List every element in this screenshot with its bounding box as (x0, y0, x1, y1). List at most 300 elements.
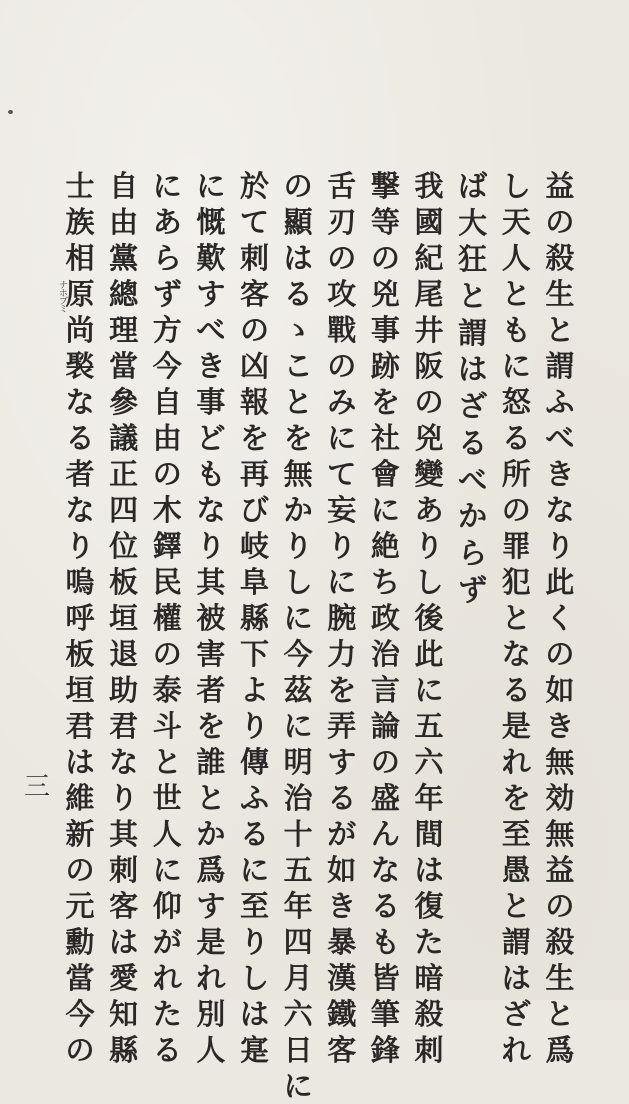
glyph: は (414, 853, 444, 887)
glyph: な (196, 493, 226, 527)
glyph: 變 (414, 457, 444, 491)
glyph: 弄 (327, 709, 357, 743)
glyph: す (327, 745, 357, 779)
glyph: 攻 (327, 277, 357, 311)
glyph: 助 (109, 673, 139, 707)
glyph: を (327, 673, 357, 707)
paper-speck (8, 110, 13, 114)
glyph: し (414, 565, 444, 599)
glyph: り (109, 781, 139, 815)
glyph: か (196, 817, 226, 851)
glyph: 腕 (327, 601, 357, 635)
glyph: る (501, 673, 531, 707)
glyph: ふ (545, 385, 575, 419)
glyph: す (196, 277, 226, 311)
glyph: 皆 (370, 961, 400, 995)
glyph: 今 (152, 349, 182, 383)
glyph: 由 (109, 205, 139, 239)
glyph: 嗚 (65, 565, 95, 599)
glyph: 參 (109, 385, 139, 419)
glyph: と (545, 313, 575, 347)
glyph: 垣 (109, 601, 139, 635)
glyph: な (65, 385, 95, 419)
glyph: は (239, 997, 269, 1031)
glyph: の (545, 889, 575, 923)
glyph: ず (458, 572, 488, 607)
glyph: べ (196, 313, 226, 347)
glyph: 後 (414, 601, 444, 635)
glyph: 無 (545, 817, 575, 851)
glyph: 尾 (414, 277, 444, 311)
glyph: ず (152, 277, 182, 311)
glyph: 謂 (545, 349, 575, 383)
glyph: 謂 (458, 315, 488, 350)
glyph: に (152, 853, 182, 887)
glyph: 客 (327, 1033, 357, 1067)
glyph: 客 (109, 889, 139, 923)
glyph: み (327, 385, 357, 419)
glyph: 政 (370, 601, 400, 635)
glyph: ゝ (283, 313, 313, 347)
glyph: 岐 (239, 529, 269, 563)
glyph: 尚 (65, 313, 95, 347)
glyph: る (501, 421, 531, 455)
glyph: に (327, 421, 357, 455)
glyph: 鐸 (152, 529, 182, 563)
glyph: 君 (65, 709, 95, 743)
glyph: 茲 (283, 673, 313, 707)
glyph: と (501, 277, 531, 311)
glyph: 刺 (239, 241, 269, 275)
glyph: 刃 (327, 205, 357, 239)
glyph: 斗 (152, 709, 182, 743)
text-columns (60, 168, 580, 1103)
glyph: ど (196, 421, 226, 455)
glyph: が (152, 925, 182, 959)
glyph: も (370, 925, 400, 959)
glyph: 爲 (545, 1033, 575, 1067)
glyph: く (545, 601, 575, 635)
glyph: 年 (283, 889, 313, 923)
glyph: 維 (65, 781, 95, 815)
glyph: 人 (152, 817, 182, 851)
glyph: 當 (109, 349, 139, 383)
glyph: に (239, 853, 269, 887)
glyph: 社 (370, 421, 400, 455)
glyph: に (501, 349, 531, 383)
glyph: ら (458, 535, 488, 570)
glyph: は (283, 241, 313, 275)
glyph: 此 (545, 565, 575, 599)
glyph: 罪 (501, 529, 531, 563)
glyph: 五 (414, 709, 444, 743)
glyph: 人 (501, 241, 531, 275)
glyph: 寔 (239, 1033, 269, 1067)
glyph: 跡 (370, 349, 400, 383)
glyph: 誰 (196, 745, 226, 779)
glyph: ざ (458, 389, 488, 424)
glyph: 別 (196, 997, 226, 1031)
glyph: き (327, 889, 357, 923)
glyph: 今 (65, 997, 95, 1031)
glyph: に (283, 1069, 313, 1103)
glyph: 殺 (545, 925, 575, 959)
glyph: に (283, 709, 313, 743)
glyph: に (152, 169, 182, 203)
glyph: 爲 (196, 853, 226, 887)
glyph: 怒 (501, 385, 531, 419)
glyph-space (453, 792, 493, 828)
glyph: あ (152, 205, 182, 239)
glyph: な (501, 637, 531, 671)
text-column-4 (409, 168, 449, 1067)
glyph-space (453, 718, 493, 754)
glyph: 於 (239, 169, 269, 203)
glyph: 刺 (414, 1033, 444, 1067)
glyph: 者 (65, 457, 95, 491)
glyph: の (65, 1033, 95, 1067)
glyph: 刺 (109, 853, 139, 887)
glyph: 謂 (501, 925, 531, 959)
glyph: 言 (370, 673, 400, 707)
text-column-7 (278, 168, 318, 1103)
glyph: 木 (152, 493, 182, 527)
glyph: り (239, 925, 269, 959)
glyph: て (239, 205, 269, 239)
glyph-space (453, 902, 493, 938)
glyph: 至 (239, 889, 269, 923)
text-column-10 (147, 168, 187, 1067)
glyph: 殺 (414, 997, 444, 1031)
glyph: る (65, 421, 95, 455)
glyph: 自 (152, 385, 182, 419)
glyph: 十 (283, 817, 313, 851)
glyph: 當 (65, 961, 95, 995)
glyph: 下 (239, 637, 269, 671)
glyph: ざ (501, 997, 531, 1031)
glyph: に (414, 673, 444, 707)
glyph: 泰 (152, 673, 182, 707)
glyph: る (458, 425, 488, 460)
glyph: の (283, 169, 313, 203)
glyph: 紀 (414, 241, 444, 275)
glyph: 論 (370, 709, 400, 743)
glyph: る (152, 1033, 182, 1067)
glyph: 治 (370, 637, 400, 671)
text-column-5 (365, 168, 405, 1067)
glyph: て (327, 457, 357, 491)
glyph: 四 (109, 493, 139, 527)
glyph: 權 (152, 601, 182, 635)
glyph: 兇 (370, 277, 400, 311)
glyph: 兇 (414, 421, 444, 455)
glyph: の (239, 313, 269, 347)
glyph: 狂 (458, 242, 488, 277)
glyph: し (239, 961, 269, 995)
glyph: り (65, 529, 95, 563)
glyph: な (370, 853, 400, 887)
glyph: の (545, 637, 575, 671)
glyph: 其 (196, 565, 226, 599)
glyph: 此 (414, 637, 444, 671)
page-number: 三 (23, 772, 50, 802)
glyph: 相 (65, 241, 95, 275)
glyph: び (239, 493, 269, 527)
glyph: れ (196, 961, 226, 995)
glyph: 板 (109, 565, 139, 599)
glyph: れ (501, 1033, 531, 1067)
glyph: は (458, 352, 488, 387)
glyph: 傳 (239, 745, 269, 779)
text-column-9 (191, 168, 231, 1067)
glyph: し (283, 565, 313, 599)
glyph: れ (501, 745, 531, 779)
glyph: 總 (109, 277, 139, 311)
glyph: 方 (152, 313, 182, 347)
text-column-11 (104, 168, 144, 1067)
glyph: り (414, 529, 444, 563)
glyph: 阪 (414, 349, 444, 383)
glyph: 日 (283, 1033, 313, 1067)
glyph: べ (458, 462, 488, 497)
glyph: る (327, 781, 357, 815)
glyph: 仰 (152, 889, 182, 923)
glyph: ん (370, 817, 400, 851)
glyph: 今 (283, 637, 313, 671)
glyph: 力 (327, 637, 357, 671)
glyph: の (152, 457, 182, 491)
glyph: 筆 (370, 997, 400, 1031)
glyph: り (239, 709, 269, 743)
glyph: は (65, 745, 95, 779)
glyph: は (109, 925, 139, 959)
glyph: 是 (196, 925, 226, 959)
glyph: を (501, 781, 531, 815)
glyph: 効 (545, 781, 575, 815)
glyph: 暴 (327, 925, 357, 959)
glyph: 是 (501, 709, 531, 743)
glyph: り (283, 529, 313, 563)
glyph: の (370, 745, 400, 779)
glyph: り (545, 529, 575, 563)
glyph: を (370, 385, 400, 419)
glyph: 報 (239, 385, 269, 419)
glyph: 舌 (327, 169, 357, 203)
glyph: す (196, 889, 226, 923)
glyph: な (545, 493, 575, 527)
glyph: に (370, 493, 400, 527)
glyph: よ (239, 673, 269, 707)
glyph: と (152, 745, 182, 779)
glyph: た (152, 997, 182, 1031)
glyph: ち (370, 565, 400, 599)
glyph: 會 (370, 457, 400, 491)
glyph: の (370, 241, 400, 275)
glyph: 我 (414, 169, 444, 203)
glyph: と (196, 781, 226, 815)
glyph: 年 (414, 781, 444, 815)
glyph: 撃 (370, 169, 400, 203)
glyph: る (283, 277, 313, 311)
glyph: は (501, 961, 531, 995)
glyph: 被 (196, 601, 226, 635)
glyph: 勳 (65, 925, 95, 959)
glyph: と (501, 889, 531, 923)
glyph: 理 (109, 313, 139, 347)
glyph: 客 (239, 277, 269, 311)
glyph: 正 (109, 457, 139, 491)
glyph: の (65, 853, 95, 887)
glyph: 至 (501, 817, 531, 851)
text-column-2 (496, 168, 536, 1067)
glyph: も (501, 313, 531, 347)
glyph: 六 (414, 745, 444, 779)
text-column-1 (540, 168, 580, 1067)
glyph: こ (283, 349, 313, 383)
glyph: 殺 (545, 241, 575, 275)
glyph: 井 (414, 313, 444, 347)
glyph: 黨 (109, 241, 139, 275)
glyph: 明 (283, 745, 313, 779)
glyph: 君 (109, 709, 139, 743)
glyph: の (327, 241, 357, 275)
glyph: 六 (283, 997, 313, 1031)
glyph: 益 (545, 169, 575, 203)
glyph: 漢 (327, 961, 357, 995)
glyph: 再 (239, 457, 269, 491)
glyph: 世 (152, 781, 182, 815)
glyph: 國 (414, 205, 444, 239)
glyph: 新 (65, 817, 95, 851)
glyph: あ (414, 493, 444, 527)
glyph: と (458, 279, 488, 314)
glyph: 所 (501, 457, 531, 491)
glyph: を (283, 421, 313, 455)
glyph: き (545, 457, 575, 491)
glyph: 生 (545, 961, 575, 995)
glyph: 天 (501, 205, 531, 239)
glyph: 害 (196, 637, 226, 671)
glyph: 凶 (239, 349, 269, 383)
glyph: 鋒 (370, 1033, 400, 1067)
glyph: 板 (65, 637, 95, 671)
glyph: な (109, 745, 139, 779)
glyph: 妄 (327, 493, 357, 527)
glyph: 益 (545, 853, 575, 887)
glyph: る (370, 889, 400, 923)
glyph: 縣 (109, 1033, 139, 1067)
glyph: 呼 (65, 601, 95, 635)
glyph: 歎 (196, 241, 226, 275)
glyph: し (501, 169, 531, 203)
glyph: 治 (283, 781, 313, 815)
glyph: 大 (458, 205, 488, 240)
text-column-8 (235, 168, 275, 1067)
glyph: か (458, 499, 488, 534)
glyph: 縣 (239, 601, 269, 635)
glyph: に (196, 169, 226, 203)
glyph: れ (152, 961, 182, 995)
glyph: が (327, 817, 357, 851)
glyph: り (327, 529, 357, 563)
glyph: 知 (109, 997, 139, 1031)
glyph: ば (458, 169, 488, 203)
glyph: 議 (109, 421, 139, 455)
glyph: を (196, 709, 226, 743)
glyph: 顯 (283, 205, 313, 239)
glyph: 人 (196, 1033, 226, 1067)
glyph: 垣 (65, 673, 95, 707)
glyph: ふ (239, 781, 269, 815)
glyph: 盛 (370, 781, 400, 815)
glyph: 愚 (501, 853, 531, 887)
glyph-space (453, 755, 493, 791)
glyph: な (65, 493, 95, 527)
glyph: 退 (109, 637, 139, 671)
glyph: と (283, 385, 313, 419)
glyph: 四 (283, 925, 313, 959)
glyph: 月 (283, 961, 313, 995)
glyph: 阜 (239, 565, 269, 599)
glyph-space (453, 865, 493, 901)
glyph: 犯 (501, 565, 531, 599)
text-column-6 (322, 168, 362, 1067)
glyph: 者 (196, 673, 226, 707)
glyph: 等 (370, 205, 400, 239)
glyph: と (545, 997, 575, 1031)
glyph: 無 (283, 457, 313, 491)
glyph: 事 (196, 385, 226, 419)
glyph: も (196, 457, 226, 491)
glyph: ら (152, 241, 182, 275)
glyph: た (414, 925, 444, 959)
glyph: 五 (283, 853, 313, 887)
glyph: 士 (65, 169, 95, 203)
glyph: り (196, 529, 226, 563)
glyph: 褧 (65, 349, 95, 383)
glyph: 原 (65, 277, 95, 311)
glyph: 復 (414, 889, 444, 923)
glyph: 元 (65, 889, 95, 923)
glyph: き (196, 349, 226, 383)
glyph: き (545, 709, 575, 743)
glyph: の (152, 637, 182, 671)
glyph: 事 (370, 313, 400, 347)
glyph: 如 (327, 853, 357, 887)
ruby-annotation: ナホブミ (57, 280, 67, 312)
glyph: 鐵 (327, 997, 357, 1031)
glyph: 無 (545, 745, 575, 779)
glyph: 絶 (370, 529, 400, 563)
glyph: 暗 (414, 961, 444, 995)
glyph: の (501, 493, 531, 527)
glyph-space (453, 645, 493, 681)
glyph: と (501, 601, 531, 635)
glyph: の (327, 349, 357, 383)
glyph: の (545, 205, 575, 239)
glyph-space (453, 682, 493, 718)
glyph: 其 (109, 817, 139, 851)
glyph: る (239, 817, 269, 851)
glyph: 位 (109, 529, 139, 563)
glyph: 如 (545, 673, 575, 707)
glyph: を (239, 421, 269, 455)
glyph: 生 (545, 277, 575, 311)
text-column-3 (453, 168, 493, 938)
glyph-space (453, 828, 493, 864)
glyph: に (283, 601, 313, 635)
glyph: 愛 (109, 961, 139, 995)
